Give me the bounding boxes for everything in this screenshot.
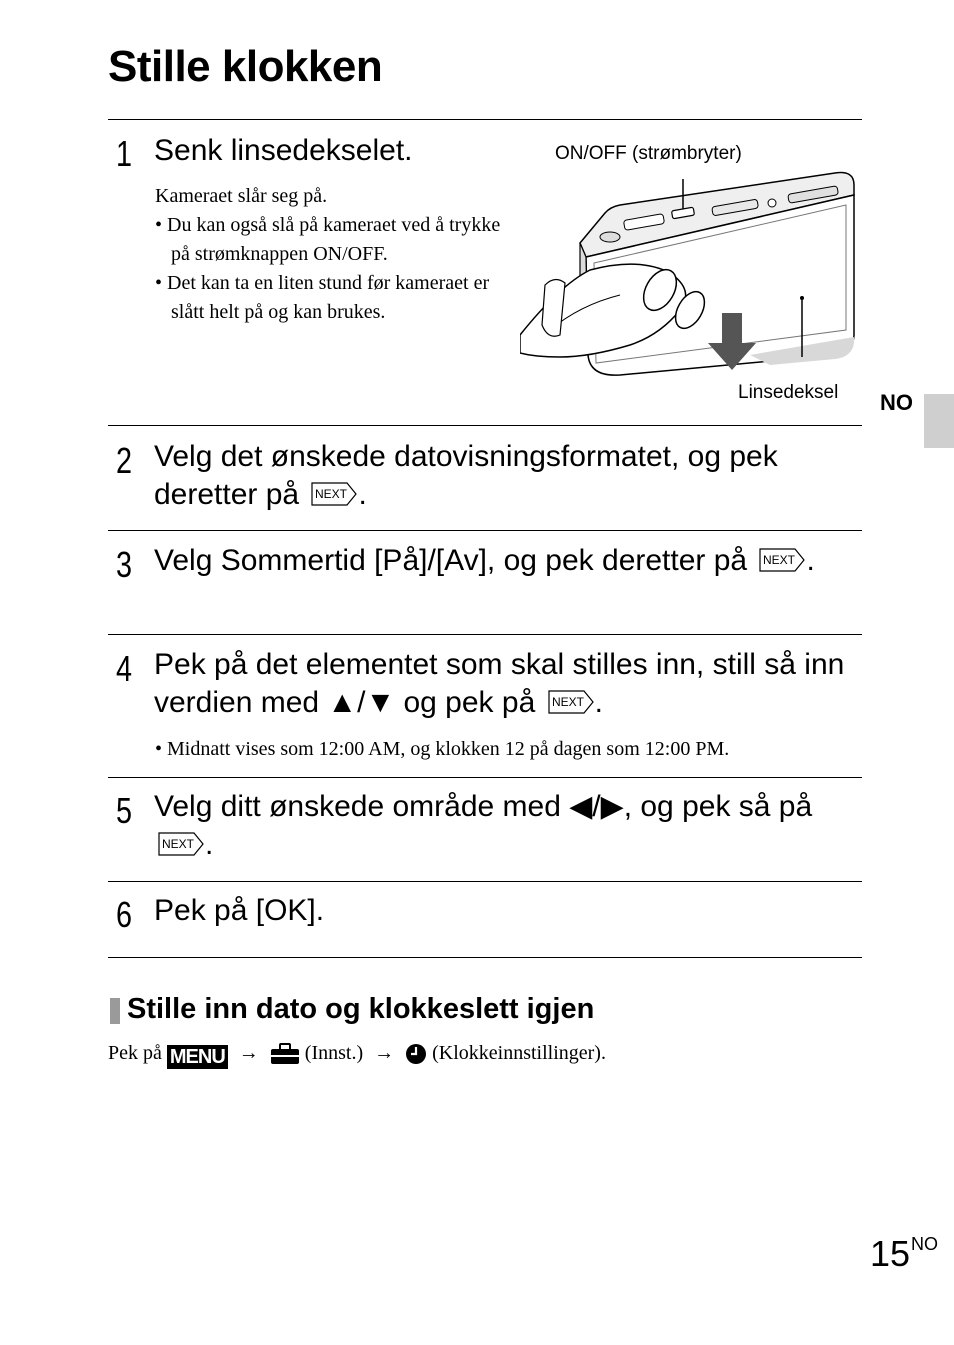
divider — [108, 957, 862, 958]
step-5-number: 5 — [116, 790, 133, 831]
step-1-bullet: • Du kan også slå på kameraet ved å trykke på strømknappen ON/OFF. — [155, 214, 501, 265]
language-label: NO — [880, 390, 913, 415]
arrow-icon: → — [374, 1042, 395, 1064]
step-5-text: Velg ditt ønskede område med ◀/▶, og pek så på NEXT . — [154, 790, 813, 861]
next-icon-label: NEXT — [162, 837, 195, 852]
divider — [108, 119, 862, 120]
step-1-text: Senk linsedekselet. — [154, 134, 413, 167]
subsection-heading: Stille inn dato og klokkeslett igjen — [127, 993, 595, 1025]
next-icon — [548, 690, 594, 714]
step-1-body — [155, 182, 515, 327]
menu-button-icon: MENU — [167, 1045, 228, 1069]
next-icon-label: NEXT — [763, 553, 796, 568]
step-6-number: 6 — [116, 894, 133, 935]
divider — [108, 777, 862, 778]
next-icon-label: NEXT — [315, 487, 348, 502]
next-icon — [759, 548, 805, 572]
step-3-number: 3 — [116, 544, 133, 585]
step-6-text: Pek på [OK]. — [154, 894, 325, 927]
next-icon — [311, 482, 357, 506]
next-icon — [158, 832, 204, 856]
section-marker — [110, 998, 120, 1024]
step-4-note: • Midnatt vises som 12:00 AM, og klokken 12 på dagen som 12:00 PM. — [155, 738, 730, 760]
step-2-number: 2 — [116, 440, 133, 481]
step-1-intro: Kameraet slår seg på. — [155, 185, 328, 207]
step-4-number: 4 — [116, 648, 133, 689]
menu-instruction: Pek på MENU → (Innst.) → (Klokkeinnstillinger). — [108, 1042, 606, 1068]
power-switch-label: ON/OFF (strømbryter) — [555, 143, 742, 164]
lens-cover-label: Linsedeksel — [738, 382, 839, 403]
next-icon-label: NEXT — [551, 695, 584, 710]
step-3-text: Velg Sommertid [På]/[Av], og pek deretter på NEXT . — [154, 544, 815, 577]
side-tab — [924, 394, 954, 448]
divider — [108, 425, 862, 426]
page-number: $15^{NO}$ — [870, 1233, 939, 1274]
step-1-bullet: • Det kan ta en liten stund før kameraet er slått helt på og kan brukes. — [155, 272, 490, 323]
divider — [108, 530, 862, 531]
camera-illustration — [520, 165, 865, 380]
arrow-icon: → — [238, 1042, 259, 1064]
step-1-number: 1 — [116, 133, 133, 174]
divider — [108, 881, 862, 882]
step-2-text: Velg det ønskede datovisningsformatet, og pek deretter på NEXT . — [154, 440, 778, 511]
divider — [108, 634, 862, 635]
step-4-text: Pek på det elementet som skal stilles inn, still så inn verdien med ▲/▼ og pek på NEXT . — [154, 648, 845, 719]
clock-icon — [405, 1043, 427, 1065]
toolbox-icon — [270, 1043, 300, 1065]
page-title: Stille klokken — [108, 42, 383, 91]
